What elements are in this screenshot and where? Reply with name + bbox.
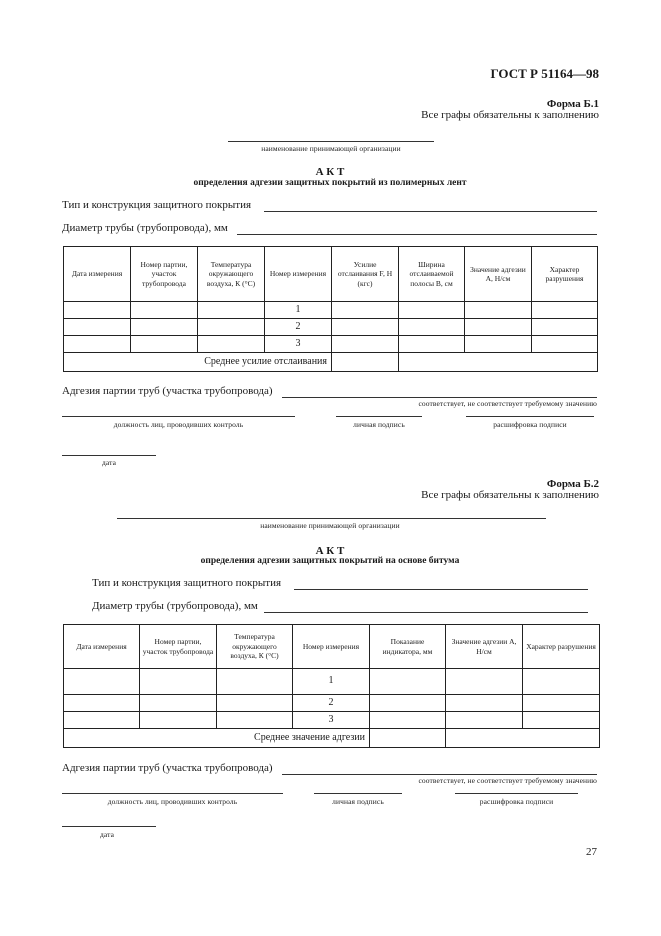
- table-cell[interactable]: [217, 712, 293, 729]
- table-cell[interactable]: [399, 319, 465, 336]
- form2-date-line[interactable]: [62, 826, 156, 827]
- table-cell[interactable]: [198, 319, 265, 336]
- form2-adhesion-field[interactable]: [282, 774, 597, 775]
- table-cell[interactable]: [446, 669, 523, 695]
- table-cell[interactable]: [64, 302, 131, 319]
- form2-org-caption: наименование принимающей организации: [260, 521, 400, 530]
- form2-diameter-field[interactable]: [264, 612, 588, 613]
- page-number: 27: [586, 846, 597, 858]
- table-cell[interactable]: [131, 336, 198, 353]
- form1-act-title: А К Т: [315, 166, 345, 178]
- table-row: [64, 669, 600, 695]
- form2-average-label: Среднее значение адгезии: [64, 729, 370, 748]
- form1-table: [63, 246, 598, 372]
- form1-diameter-label: Диаметр трубы (трубопровода), мм: [62, 222, 228, 234]
- row-number: 1: [265, 302, 332, 319]
- table-cell[interactable]: [532, 302, 598, 319]
- form2-col-measurement-no: Номер измерения: [293, 625, 370, 669]
- table-cell[interactable]: [131, 302, 198, 319]
- form2-required-note: Все графы обязательны к заполнению: [421, 489, 599, 501]
- table-cell[interactable]: [370, 695, 446, 712]
- table-row: [64, 695, 600, 712]
- table-cell[interactable]: [523, 669, 600, 695]
- form1-diameter-field[interactable]: [237, 234, 597, 235]
- form1-signature-caption: личная подпись: [353, 420, 405, 429]
- form2-col-adhesion: Значение адгезии А, Н/см: [446, 625, 523, 669]
- form1-date-line[interactable]: [62, 455, 156, 456]
- form2-col-failure: Характер разрушения: [523, 625, 600, 669]
- form1-type-field[interactable]: [264, 211, 597, 212]
- form1-col-peel-force: Усилие отслаивания F, Н (кгс): [332, 247, 399, 302]
- form2-col-date: Дата измерения: [64, 625, 140, 669]
- table-cell: [446, 729, 600, 748]
- table-cell[interactable]: [399, 336, 465, 353]
- table-cell[interactable]: [399, 302, 465, 319]
- table-cell[interactable]: [64, 336, 131, 353]
- form1-org-line[interactable]: [228, 141, 434, 142]
- table-cell[interactable]: [465, 336, 532, 353]
- form2-diameter-label: Диаметр трубы (трубопровода), мм: [92, 600, 258, 612]
- form1-required-note: Все графы обязательны к заполнению: [421, 109, 599, 121]
- table-cell[interactable]: [332, 336, 399, 353]
- table-cell[interactable]: [446, 695, 523, 712]
- form2-adhesion-label: Адгезия партии труб (участка трубопровода): [62, 762, 273, 774]
- form2-type-field[interactable]: [294, 589, 588, 590]
- form2-decoding-caption: расшифровка подписи: [479, 797, 554, 806]
- form2-act-title: А К Т: [315, 545, 345, 557]
- table-cell[interactable]: [140, 695, 217, 712]
- table-cell: [399, 353, 598, 372]
- form2-header-row: [64, 625, 600, 669]
- table-row: [64, 302, 598, 319]
- table-cell[interactable]: [370, 669, 446, 695]
- form1-decoding-caption: расшифровка подписи: [493, 420, 567, 429]
- table-cell[interactable]: [140, 669, 217, 695]
- form1-adhesion-field[interactable]: [282, 397, 597, 398]
- table-cell[interactable]: [523, 712, 600, 729]
- form2-org-line[interactable]: [117, 518, 546, 519]
- form2-average-value[interactable]: [370, 729, 446, 748]
- table-row: [64, 319, 598, 336]
- form2-signature-caption: личная подпись: [332, 797, 384, 806]
- table-cell[interactable]: [332, 319, 399, 336]
- table-cell[interactable]: [64, 669, 140, 695]
- table-row: [64, 712, 600, 729]
- form2-table: [63, 624, 600, 748]
- form1-position-caption: должность лиц, проводивших контроль: [113, 420, 244, 429]
- form1-col-strip-width: Ширина отслаиваемой полосы B, см: [399, 247, 465, 302]
- form2-act-subtitle: определения адгезии защитных покрытий на основе битума: [200, 556, 460, 566]
- table-cell[interactable]: [64, 319, 131, 336]
- form2-position-line[interactable]: [62, 793, 283, 794]
- table-cell[interactable]: [198, 302, 265, 319]
- row-number: 2: [293, 695, 370, 712]
- table-cell[interactable]: [465, 319, 532, 336]
- table-cell[interactable]: [64, 695, 140, 712]
- table-cell[interactable]: [532, 336, 598, 353]
- form1-col-measurement-no: Номер измерения: [265, 247, 332, 302]
- row-number: 3: [265, 336, 332, 353]
- form1-org-caption: наименование принимающей организации: [261, 144, 401, 153]
- form1-col-adhesion: Значение адгезии A, Н/см: [465, 247, 532, 302]
- row-number: 3: [293, 712, 370, 729]
- table-cell[interactable]: [532, 319, 598, 336]
- form1-col-temperature: Температура окружающего воздуха, К (°С): [198, 247, 265, 302]
- form2-decoding-line[interactable]: [455, 793, 578, 794]
- form1-act-subtitle: определения адгезии защитных покрытий из полимерных лент: [193, 178, 467, 188]
- form2-average-row: [64, 729, 600, 748]
- form1-signature-line[interactable]: [336, 416, 422, 417]
- form2-compliance-caption: соответствует, не соответствует требуемому значению: [418, 776, 597, 785]
- form1-type-label: Тип и конструкция защитного покрытия: [62, 199, 252, 211]
- table-cell[interactable]: [332, 302, 399, 319]
- form1-decoding-line[interactable]: [466, 416, 594, 417]
- table-cell[interactable]: [370, 712, 446, 729]
- form1-label: Форма Б.1: [546, 98, 599, 110]
- form1-average-label: Среднее усилие отслаивания: [64, 353, 332, 372]
- form2-label: Форма Б.2: [546, 478, 599, 490]
- form1-col-date: Дата измерения: [64, 247, 131, 302]
- table-cell[interactable]: [523, 695, 600, 712]
- table-cell[interactable]: [198, 336, 265, 353]
- table-cell[interactable]: [64, 712, 140, 729]
- table-cell[interactable]: [131, 319, 198, 336]
- form2-col-indicator: Показание индикатора, мм: [370, 625, 446, 669]
- form2-type-label: Тип и конструкция защитного покрытия: [92, 577, 282, 589]
- form1-adhesion-label: Адгезия партии труб (участка трубопровода): [62, 385, 273, 397]
- form2-signature-line[interactable]: [314, 793, 402, 794]
- row-number: 2: [265, 319, 332, 336]
- form1-header-row: [64, 247, 598, 302]
- form2-col-temperature: Температура окружающего воздуха, К (°С): [217, 625, 293, 669]
- form2-position-caption: должность лиц, проводивших контроль: [107, 797, 238, 806]
- form1-average-row: [64, 353, 598, 372]
- form1-average-value[interactable]: [332, 353, 399, 372]
- form1-position-line[interactable]: [62, 416, 295, 417]
- form2-col-batch: Номер партии, участок трубопровода: [140, 625, 217, 669]
- table-cell[interactable]: [140, 712, 217, 729]
- table-cell[interactable]: [217, 669, 293, 695]
- row-number: 1: [293, 669, 370, 695]
- form1-compliance-caption: соответствует, не соответствует требуемому значению: [418, 399, 597, 408]
- form2-date-caption: дата: [99, 830, 115, 839]
- table-cell[interactable]: [446, 712, 523, 729]
- table-cell[interactable]: [465, 302, 532, 319]
- table-cell[interactable]: [217, 695, 293, 712]
- table-row: [64, 336, 598, 353]
- form1-col-failure: Характер разрушения: [532, 247, 598, 302]
- form1-date-caption: дата: [101, 458, 117, 467]
- standard-header: ГОСТ Р 51164—98: [490, 66, 599, 81]
- form1-col-batch: Номер партии, участок трубопровода: [131, 247, 198, 302]
